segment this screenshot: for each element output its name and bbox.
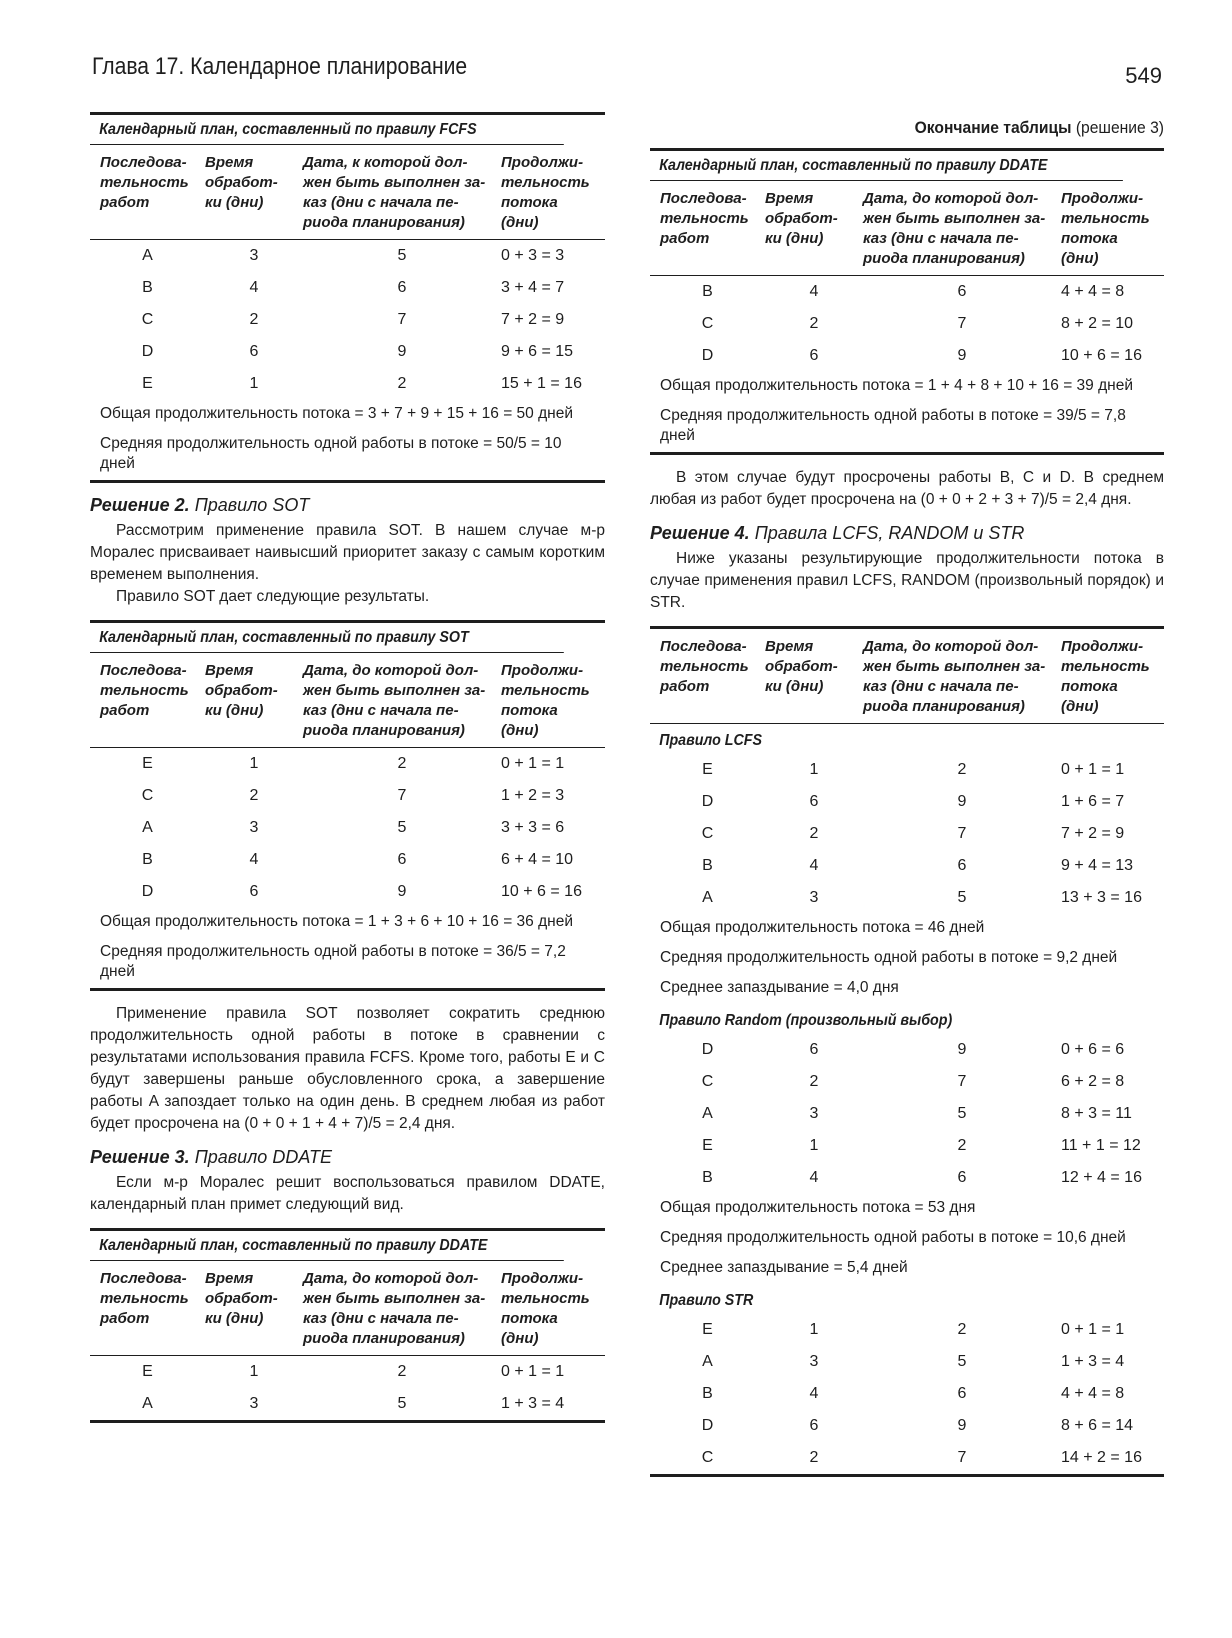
table-cell: 6: [809, 793, 819, 810]
table-cell: 7: [957, 1073, 967, 1090]
table-row: [90, 240, 605, 272]
table-cell: 9 + 6 = 15: [501, 343, 574, 360]
table-cell: 6: [957, 1169, 967, 1186]
table-row: [650, 340, 1164, 372]
table-cell: E: [702, 761, 713, 778]
table-row: [650, 1130, 1164, 1162]
table-cell: 2: [809, 315, 819, 332]
table-cell: E: [142, 1363, 153, 1380]
table-cell: 5: [957, 1353, 967, 1370]
col-header: Продолжи- тельность потока (дни): [501, 1270, 590, 1347]
col-header: Время обработ- ки (дни): [765, 638, 838, 695]
right-column: [650, 112, 1164, 1489]
table-cell: 5: [957, 1105, 967, 1122]
table-row: [650, 754, 1164, 786]
table-cell: 7: [397, 787, 407, 804]
table-cell: 3: [809, 1353, 819, 1370]
table-cell: B: [702, 1169, 713, 1186]
table-cell: 6: [809, 1417, 819, 1434]
col-header: Время обработ- ки (дни): [205, 662, 278, 719]
table-cell: 5: [397, 1395, 407, 1412]
paragraph-text: Правило SOT дает следующие результаты.: [116, 588, 430, 605]
col-header: Дата, до которой дол- жен быть выполнен за- каз (дни с начала пе- риода планирования): [303, 1270, 486, 1347]
table-cell: A: [142, 1395, 153, 1412]
table-row: [650, 850, 1164, 882]
col-header: Дата, к которой дол- жен быть выполнен за- каз (дни с начала пе- риода планирования): [303, 154, 486, 231]
rules-table: [650, 626, 1164, 1477]
col-header: Продолжи- тельность потока (дни): [501, 662, 590, 739]
table-cell: 6: [249, 343, 259, 360]
paragraph-text: Ниже указаны результирующие продолжительности потока в случае применения правил LCFS, RANDOM (произвольный порядок) и STR.: [650, 550, 1164, 611]
table-cell: 6: [809, 1041, 819, 1058]
table-row: [90, 844, 605, 876]
table-cell: C: [701, 1073, 714, 1090]
table-cell: 1: [249, 375, 259, 392]
rule-subheading: Правило STR: [659, 1292, 754, 1309]
col-header: Время обработ- ки (дни): [765, 190, 838, 247]
table-cell: D: [141, 343, 154, 360]
table-cell: 9: [397, 343, 407, 360]
table-cell: 1 + 3 = 4: [1061, 1353, 1125, 1370]
table-cell: 11 + 1 = 12: [1061, 1137, 1141, 1154]
table-cell: 13 + 3 = 16: [1061, 889, 1142, 906]
ddate-table-part1: [90, 1228, 605, 1423]
table-cell: 4: [809, 1169, 819, 1186]
table-cell: E: [142, 755, 153, 772]
table-row: [90, 368, 605, 400]
table-cell: 9: [957, 793, 967, 810]
average-lateness: Среднее запаздывание = 5,4 дней: [660, 1259, 908, 1276]
section-heading: [650, 523, 1164, 544]
table-row: [650, 1346, 1164, 1378]
table-cell: 1: [249, 755, 259, 772]
heading-bold: Решение 2.: [90, 495, 190, 515]
total-flow: Общая продолжительность потока = 1 + 4 + 8 + 10 + 16 = 39 дней: [660, 377, 1133, 394]
paragraph-text: Применение правила SOT позволяет сократить среднюю продолжительность одной работы в потоке в сравнении с результатами использования правила FCFS. Кроме того, работы E и C будут завершены раньше обусловленного срока, а завершение работы A запоздает только на один день. В среднем любая из работ будет просрочена на (0 + 0 + 1 + 4 + 7)/5 = 2,4 дня.: [90, 1005, 605, 1132]
table-row: [90, 780, 605, 812]
table-cell: 6: [397, 279, 407, 296]
table-row: [90, 812, 605, 844]
paragraph-text: Если м-р Моралес решит воспользоваться правилом DDATE, календарный план примет следующий вид.: [90, 1174, 605, 1213]
left-column: [90, 112, 605, 1435]
col-header: Дата, до которой дол- жен быть выполнен за- каз (дни с начала пе- риода планирования): [863, 638, 1046, 715]
heading-rest: Правила LCFS, RANDOM и STR: [749, 523, 1025, 543]
table-body: [650, 754, 1164, 914]
table-row: [90, 876, 605, 908]
table-cell: 2: [809, 1073, 819, 1090]
table-row: [90, 1388, 605, 1420]
table-cell: 2: [957, 761, 967, 778]
table-cell: 9: [957, 347, 967, 364]
table-body: [650, 276, 1164, 372]
table-cell: 2: [397, 755, 407, 772]
table-caption: Календарный план, составленный по правилу SOT: [90, 623, 564, 653]
table-header: [90, 145, 605, 240]
table-body: [650, 1314, 1164, 1474]
table-cell: 6 + 4 = 10: [501, 851, 574, 868]
total-flow: Общая продолжительность потока = 3 + 7 + 9 + 15 + 16 = 50 дней: [100, 405, 573, 422]
table-cell: 0 + 1 = 1: [1061, 1321, 1125, 1338]
continuation-bold: Окончание таблицы: [914, 118, 1072, 137]
table-row: [90, 336, 605, 368]
table-row: [650, 1378, 1164, 1410]
col-header: Продолжи- тельность потока (дни): [1061, 190, 1150, 267]
table-cell: 3: [809, 1105, 819, 1122]
table-cell: 2: [397, 1363, 407, 1380]
paragraph: [650, 467, 1164, 511]
table-row: [650, 1314, 1164, 1346]
table-cell: 6: [397, 851, 407, 868]
paragraph-text: Рассмотрим применение правила SOT. В нашем случае м-р Моралес присваивает наивысший приоритет заказу с самым коротким временем выполнения.: [90, 522, 605, 583]
table-header: [650, 629, 1164, 724]
table-cell: 1: [809, 761, 819, 778]
table-cell: B: [702, 1385, 713, 1402]
table-cell: B: [142, 279, 153, 296]
ddate-table-part2: [650, 148, 1164, 455]
table-cell: 10 + 6 = 16: [501, 883, 582, 900]
table-cell: E: [142, 375, 153, 392]
table-cell: 1: [249, 1363, 259, 1380]
table-cell: 4: [249, 279, 259, 296]
table-cell: 7: [397, 311, 407, 328]
heading-rest: Правило DDATE: [189, 1147, 332, 1167]
heading-bold: Решение 4.: [650, 523, 750, 543]
table-cell: 5: [397, 247, 407, 264]
average-flow: Средняя продолжительность одной работы в потоке = 50/5 = 10 дней: [100, 435, 562, 472]
table-cell: 3: [249, 247, 259, 264]
total-flow: Общая продолжительность потока = 46 дней: [660, 919, 985, 936]
heading-bold: Решение 3.: [90, 1147, 190, 1167]
table-cell: C: [141, 311, 154, 328]
col-header: Последова- тельность работ: [100, 154, 189, 211]
heading-rest: Правило SOT: [189, 495, 310, 515]
table-body: [90, 240, 605, 400]
table-cell: 14 + 2 = 16: [1061, 1449, 1142, 1466]
col-header: Дата, до которой дол- жен быть выполнен за- каз (дни с начала пе- риода планирования): [303, 662, 486, 739]
table-cell: C: [701, 315, 714, 332]
table-cell: 6: [809, 347, 819, 364]
table-body: [90, 748, 605, 908]
table-cell: 7: [957, 315, 967, 332]
table-row: [650, 1162, 1164, 1194]
table-cell: D: [701, 793, 714, 810]
table-cell: 2: [809, 825, 819, 842]
table-cell: 9: [957, 1041, 967, 1058]
table-cell: D: [701, 1417, 714, 1434]
table-row: [650, 818, 1164, 850]
table-cell: A: [702, 1353, 713, 1370]
paragraph: [90, 520, 605, 608]
table-row: [90, 748, 605, 780]
col-header: Время обработ- ки (дни): [205, 154, 278, 211]
table-cell: 9: [397, 883, 407, 900]
table-cell: 6 + 2 = 8: [1061, 1073, 1125, 1090]
table-body: [650, 1034, 1164, 1194]
table-cell: 3: [249, 819, 259, 836]
table-row: [90, 1356, 605, 1388]
table-cell: 8 + 6 = 14: [1061, 1417, 1134, 1434]
table-header: [90, 1261, 605, 1356]
paragraph-text: В этом случае будут просрочены работы B, C и D. В среднем любая из работ будет просрочена на (0 + 0 + 2 + 3 + 7)/5 = 2,4 дня.: [650, 469, 1164, 508]
table-cell: B: [142, 851, 153, 868]
table-cell: 4: [809, 1385, 819, 1402]
table-cell: 2: [249, 787, 259, 804]
table-row: [650, 308, 1164, 340]
table-row: [650, 1034, 1164, 1066]
table-cell: E: [702, 1321, 713, 1338]
col-header: Последова- тельность работ: [660, 638, 749, 695]
table-cell: 1 + 6 = 7: [1061, 793, 1125, 810]
table-cell: 1: [809, 1137, 819, 1154]
table-cell: 8 + 3 = 11: [1061, 1105, 1132, 1122]
table-cell: D: [141, 883, 154, 900]
table-cell: C: [701, 1449, 714, 1466]
table-cell: D: [701, 347, 714, 364]
table-header: [90, 653, 605, 748]
table-row: [650, 1066, 1164, 1098]
table-cell: A: [142, 819, 153, 836]
table-cell: A: [142, 247, 153, 264]
table-cell: 2: [809, 1449, 819, 1466]
table-cell: B: [702, 283, 713, 300]
table-cell: 7: [957, 1449, 967, 1466]
table-cell: 3: [809, 889, 819, 906]
table-cell: 0 + 1 = 1: [1061, 761, 1125, 778]
table-cell: 4: [809, 857, 819, 874]
table-cell: 0 + 3 = 3: [501, 247, 565, 264]
table-cell: A: [702, 889, 713, 906]
table-body: [90, 1356, 605, 1420]
table-cell: 2: [957, 1137, 967, 1154]
average-flow: Средняя продолжительность одной работы в потоке = 10,6 дней: [660, 1229, 1126, 1246]
table-cell: 7: [957, 825, 967, 842]
table-cell: 1: [809, 1321, 819, 1338]
table-cell: 6: [249, 883, 259, 900]
paragraph: [90, 1172, 605, 1216]
table-cell: 3 + 4 = 7: [501, 279, 565, 296]
table-cell: 4: [249, 851, 259, 868]
section-heading: [90, 1147, 605, 1168]
average-flow: Средняя продолжительность одной работы в потоке = 9,2 дней: [660, 949, 1118, 966]
table-row: [650, 276, 1164, 308]
table-cell: 2: [397, 375, 407, 392]
table-cell: 8 + 2 = 10: [1061, 315, 1134, 332]
table-cell: 7 + 2 = 9: [501, 311, 565, 328]
average-flow: Средняя продолжительность одной работы в потоке = 39/5 = 7,8 дней: [660, 407, 1126, 444]
table-cell: 12 + 4 = 16: [1061, 1169, 1142, 1186]
average-lateness: Среднее запаздывание = 4,0 дня: [660, 979, 899, 996]
table-cell: 6: [957, 283, 967, 300]
table-header: [650, 181, 1164, 276]
continuation-rest: (решение 3): [1071, 118, 1164, 137]
table-cell: 6: [957, 857, 967, 874]
paragraph: [650, 548, 1164, 614]
table-cell: E: [702, 1137, 713, 1154]
table-caption: Календарный план, составленный по правилу FCFS: [90, 115, 564, 145]
table-caption: Календарный план, составленный по правилу DDATE: [650, 151, 1123, 181]
table-continuation-label: [691, 118, 1164, 138]
col-header: Дата, до которой дол- жен быть выполнен за- каз (дни с начала пе- риода планирования): [863, 190, 1046, 267]
col-header: Последова- тельность работ: [660, 190, 749, 247]
table-cell: 2: [957, 1321, 967, 1338]
table-cell: 6: [957, 1385, 967, 1402]
table-cell: 7 + 2 = 9: [1061, 825, 1125, 842]
average-flow: Средняя продолжительность одной работы в потоке = 36/5 = 7,2 дней: [100, 943, 566, 980]
table-cell: 2: [249, 311, 259, 328]
rule-subheading: Правило Random (произвольный выбор): [659, 1012, 953, 1029]
col-header: Продолжи- тельность потока (дни): [501, 154, 590, 231]
fcfs-table: [90, 112, 605, 483]
table-cell: 5: [397, 819, 407, 836]
col-header: Время обработ- ки (дни): [205, 1270, 278, 1327]
table-cell: D: [701, 1041, 714, 1058]
table-cell: 10 + 6 = 16: [1061, 347, 1142, 364]
table-row: [650, 1442, 1164, 1474]
table-cell: 15 + 1 = 16: [501, 375, 582, 392]
table-row: [650, 1098, 1164, 1130]
table-cell: A: [702, 1105, 713, 1122]
table-cell: 3: [249, 1395, 259, 1412]
rule-subheading: Правило LCFS: [659, 732, 763, 749]
table-cell: 0 + 1 = 1: [501, 1363, 565, 1380]
sot-table: [90, 620, 605, 991]
table-cell: 0 + 6 = 6: [1061, 1041, 1125, 1058]
table-cell: B: [702, 857, 713, 874]
table-row: [650, 1410, 1164, 1442]
paragraph: [90, 1003, 605, 1135]
table-cell: C: [141, 787, 154, 804]
table-cell: 9: [957, 1417, 967, 1434]
col-header: Последова- тельность работ: [100, 1270, 189, 1327]
table-cell: 1 + 3 = 4: [501, 1395, 565, 1412]
table-row: [650, 882, 1164, 914]
col-header: Продолжи- тельность потока (дни): [1061, 638, 1150, 715]
total-flow: Общая продолжительность потока = 53 дня: [660, 1199, 976, 1216]
table-cell: 5: [957, 889, 967, 906]
table-cell: 4: [809, 283, 819, 300]
running-header-title: Глава 17. Календарное планирование: [92, 53, 468, 80]
section-heading: [90, 495, 605, 516]
table-cell: 1 + 2 = 3: [501, 787, 565, 804]
table-cell: 9 + 4 = 13: [1061, 857, 1134, 874]
total-flow: Общая продолжительность потока = 1 + 3 + 6 + 10 + 16 = 36 дней: [100, 913, 573, 930]
table-cell: 4 + 4 = 8: [1061, 1385, 1125, 1402]
table-cell: 4 + 4 = 8: [1061, 283, 1125, 300]
col-header: Последова- тельность работ: [100, 662, 189, 719]
table-caption: Календарный план, составленный по правилу DDATE: [90, 1231, 564, 1261]
table-cell: 3 + 3 = 6: [501, 819, 565, 836]
table-cell: C: [701, 825, 714, 842]
table-cell: 0 + 1 = 1: [501, 755, 565, 772]
page-number: 549: [1125, 63, 1162, 88]
table-row: [650, 786, 1164, 818]
table-row: [90, 272, 605, 304]
table-row: [90, 304, 605, 336]
